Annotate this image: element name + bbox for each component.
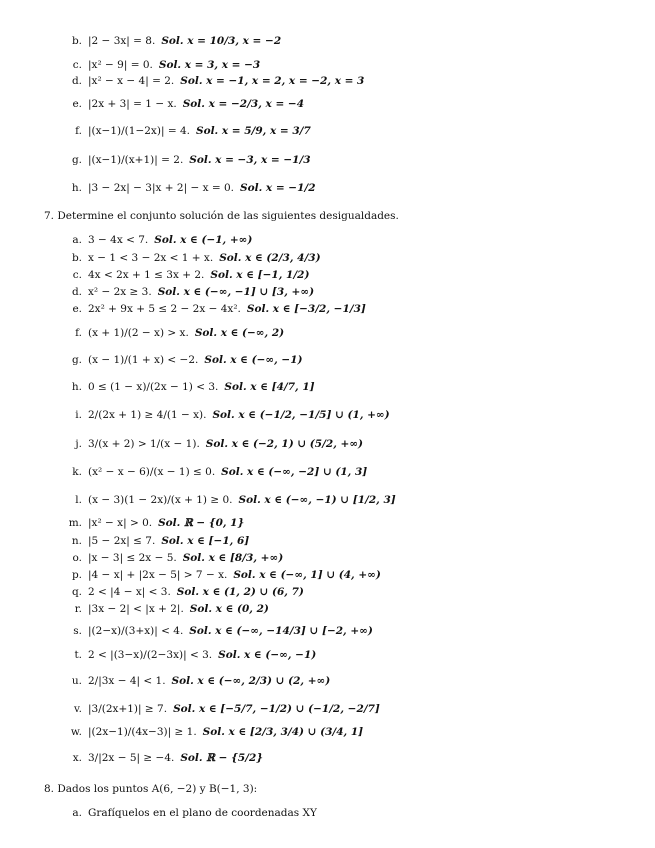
item-solution: Sol. x ∈ (−∞, 1] ∪ (4, +∞) <box>233 569 381 581</box>
exercise-item <box>62 153 311 167</box>
item-label: g. <box>71 354 82 366</box>
item-equation: 2/(2x + 1) ≥ 4/(1 − x). <box>88 409 207 421</box>
item-label: x. <box>72 752 82 764</box>
item-equation: 0 ≤ (1 − x)/(2x − 1) < 3. <box>88 381 219 393</box>
item-equation: x² − 2x ≥ 3. <box>88 286 152 298</box>
item-equation: (x + 1)/(2 − x) > x. <box>88 327 189 339</box>
item-label: r. <box>74 603 82 615</box>
item-equation: |x − 3| ≤ 2x − 5. <box>88 552 177 564</box>
item-solution: Sol. x ∈ [4/7, 1] <box>224 381 315 393</box>
item-solution: Sol. x ∈ [8/3, +∞) <box>182 552 284 564</box>
item-solution: Sol. x ∈ [2/3, 3/4) ∪ (3/4, 1] <box>202 726 364 738</box>
item-label: d. <box>71 286 82 298</box>
item-equation: (x − 1)/(1 + x) < −2. <box>88 354 199 366</box>
item-label: a. <box>72 807 82 819</box>
item-equation: |2 − 3x| = 8. <box>88 35 156 47</box>
item-solution: Sol. x = −1, x = 2, x = −2, x = 3 <box>180 75 365 87</box>
item-label: e. <box>72 303 82 315</box>
item-solution: Sol. x = −1/2 <box>240 182 316 194</box>
exercise-item <box>62 181 316 195</box>
item-label: u. <box>71 675 82 687</box>
section-heading: 7. Determine el conjunto solución de las siguientes desigualdades. <box>44 210 399 222</box>
item-label: j. <box>75 438 82 450</box>
item-equation: |2x + 3| = 1 − x. <box>88 98 177 110</box>
exercise-item <box>62 516 244 530</box>
item-label: t. <box>74 649 82 661</box>
exercise-item <box>62 493 396 507</box>
item-equation: (x − 3)(1 − 2x)/(x + 1) ≥ 0. <box>88 494 233 506</box>
exercise-item <box>62 285 314 299</box>
item-label: c. <box>72 59 82 71</box>
exercise-item <box>62 233 252 247</box>
item-equation: 2x² + 9x + 5 ≤ 2 − 2x − 4x². <box>88 303 241 315</box>
exercise-item <box>62 534 249 548</box>
item-solution: Sol. x ∈ (−∞, −1) ∪ [1/2, 3] <box>238 494 396 506</box>
item-solution: Sol. x ∈ [−5/7, −1/2) ∪ (−1/2, −2/7] <box>173 703 380 715</box>
exercise-item <box>62 725 363 739</box>
item-label: f. <box>75 327 82 339</box>
item-solution: Sol. x = −3, x = −1/3 <box>189 154 311 166</box>
item-solution: Sol. x ∈ (−∞, 2) <box>194 327 285 339</box>
item-equation: |3x − 2| < |x + 2|. <box>88 603 184 615</box>
exercise-item <box>62 34 281 48</box>
exercise-item <box>62 674 330 688</box>
item-label: h. <box>71 182 82 194</box>
item-label: v. <box>73 703 82 715</box>
item-equation: |3/(2x+1)| ≥ 7. <box>88 703 168 715</box>
exercise-item <box>62 268 309 282</box>
exercise-item <box>62 97 304 111</box>
item-equation: 2 < |(3−x)/(2−3x)| < 3. <box>88 649 213 661</box>
item-solution: Sol. x ∈ [−1, 1/2) <box>210 269 310 281</box>
item-text: Grafíquelos en el plano de coordenadas XY <box>88 807 317 819</box>
item-solution: Sol. x ∈ (−∞, −14/3] ∪ [−2, +∞) <box>189 625 373 637</box>
exercise-item <box>62 751 263 765</box>
item-solution: Sol. x = 10/3, x = −2 <box>161 35 282 47</box>
item-solution: Sol. x ∈ (−∞, −2] ∪ (1, 3] <box>221 466 368 478</box>
item-equation: |3 − 2x| − 3|x + 2| − x = 0. <box>88 182 235 194</box>
item-label: m. <box>68 517 82 529</box>
exercise-item <box>62 408 390 422</box>
item-label: c. <box>72 269 82 281</box>
item-label: k. <box>72 466 82 478</box>
item-equation: 2/|3x − 4| < 1. <box>88 675 166 687</box>
exercise-item <box>62 124 311 138</box>
item-solution: Sol. x ∈ (−2, 1) ∪ (5/2, +∞) <box>205 438 364 450</box>
item-label: a. <box>72 234 82 246</box>
item-label: l. <box>75 494 82 506</box>
item-solution: Sol. x = −2/3, x = −4 <box>182 98 305 110</box>
exercise-item <box>62 551 283 565</box>
item-solution: Sol. ℝ − {5/2} <box>180 752 264 764</box>
item-solution: Sol. x ∈ (0, 2) <box>189 603 269 615</box>
exercise-item <box>62 380 315 394</box>
item-label: e. <box>72 98 82 110</box>
item-equation: |(x−1)/(1−2x)| = 4. <box>88 125 190 137</box>
item-label: g. <box>71 154 82 166</box>
item-solution: Sol. ℝ − {0, 1} <box>158 517 245 529</box>
item-solution: Sol. x ∈ (−∞, −1) <box>218 649 317 661</box>
item-solution: Sol. x ∈ (2/3, 4/3) <box>219 252 321 264</box>
exercise-item <box>62 702 380 716</box>
exercise-item <box>62 465 367 479</box>
item-solution: Sol. x ∈ [−1, 6] <box>161 535 250 547</box>
item-label: s. <box>73 625 82 637</box>
item-equation: |(x−1)/(x+1)| = 2. <box>88 154 184 166</box>
exercise-item <box>62 74 364 88</box>
item-equation: 3/(x + 2) > 1/(x − 1). <box>88 438 200 450</box>
item-equation: |x² − x − 4| = 2. <box>88 75 175 87</box>
item-label: p. <box>71 569 82 581</box>
section-heading: 8. Dados los puntos A(6, −2) y B(−1, 3): <box>44 783 258 795</box>
exercise-item <box>62 251 321 265</box>
item-label: q. <box>71 586 82 598</box>
exercise-item <box>62 585 304 599</box>
item-equation: |5 − 2x| ≤ 7. <box>88 535 156 547</box>
exercise-item <box>62 624 373 638</box>
item-equation: |x² − 9| = 0. <box>88 59 153 71</box>
item-solution: Sol. x ∈ [−3/2, −1/3] <box>246 303 366 315</box>
item-label: i. <box>75 409 82 421</box>
exercise-item <box>62 302 366 316</box>
item-label: b. <box>71 35 82 47</box>
exercise-item <box>62 806 317 820</box>
item-solution: Sol. x ∈ (−1/2, −1/5] ∪ (1, +∞) <box>212 409 390 421</box>
item-solution: Sol. x = 5/9, x = 3/7 <box>195 125 311 137</box>
item-solution: Sol. x ∈ (1, 2) ∪ (6, 7) <box>176 586 304 598</box>
item-label: o. <box>72 552 82 564</box>
item-solution: Sol. x = 3, x = −3 <box>158 59 261 71</box>
item-label: w. <box>70 726 82 738</box>
item-equation: 4x < 2x + 1 ≤ 3x + 2. <box>88 269 205 281</box>
exercise-item <box>62 437 363 451</box>
exercise-item <box>62 326 284 340</box>
item-equation: 2 < |4 − x| < 3. <box>88 586 171 598</box>
item-equation: (x² − x − 6)/(x − 1) ≤ 0. <box>88 466 216 478</box>
exercise-item <box>62 568 381 582</box>
item-solution: Sol. x ∈ (−∞, −1] ∪ [3, +∞) <box>157 286 315 298</box>
item-equation: 3/|2x − 5| ≥ −4. <box>88 752 175 764</box>
exercise-item <box>62 353 303 367</box>
item-solution: Sol. x ∈ (−∞, −1) <box>204 354 303 366</box>
item-label: d. <box>71 75 82 87</box>
item-label: b. <box>71 252 82 264</box>
item-label: f. <box>75 125 82 137</box>
item-equation: |(2−x)/(3+x)| < 4. <box>88 625 184 637</box>
item-equation: 3 − 4x < 7. <box>88 234 149 246</box>
item-label: n. <box>71 535 82 547</box>
item-label: h. <box>71 381 82 393</box>
item-equation: |(2x−1)/(4x−3)| ≥ 1. <box>88 726 197 738</box>
item-equation: |x² − x| > 0. <box>88 517 153 529</box>
item-equation: x − 1 < 3 − 2x < 1 + x. <box>88 252 214 264</box>
exercise-item <box>62 648 316 662</box>
item-solution: Sol. x ∈ (−1, +∞) <box>154 234 253 246</box>
exercise-item <box>62 58 260 72</box>
item-equation: |4 − x| + |2x − 5| > 7 − x. <box>88 569 228 581</box>
exercise-item <box>62 602 269 616</box>
item-solution: Sol. x ∈ (−∞, 2/3) ∪ (2, +∞) <box>171 675 331 687</box>
